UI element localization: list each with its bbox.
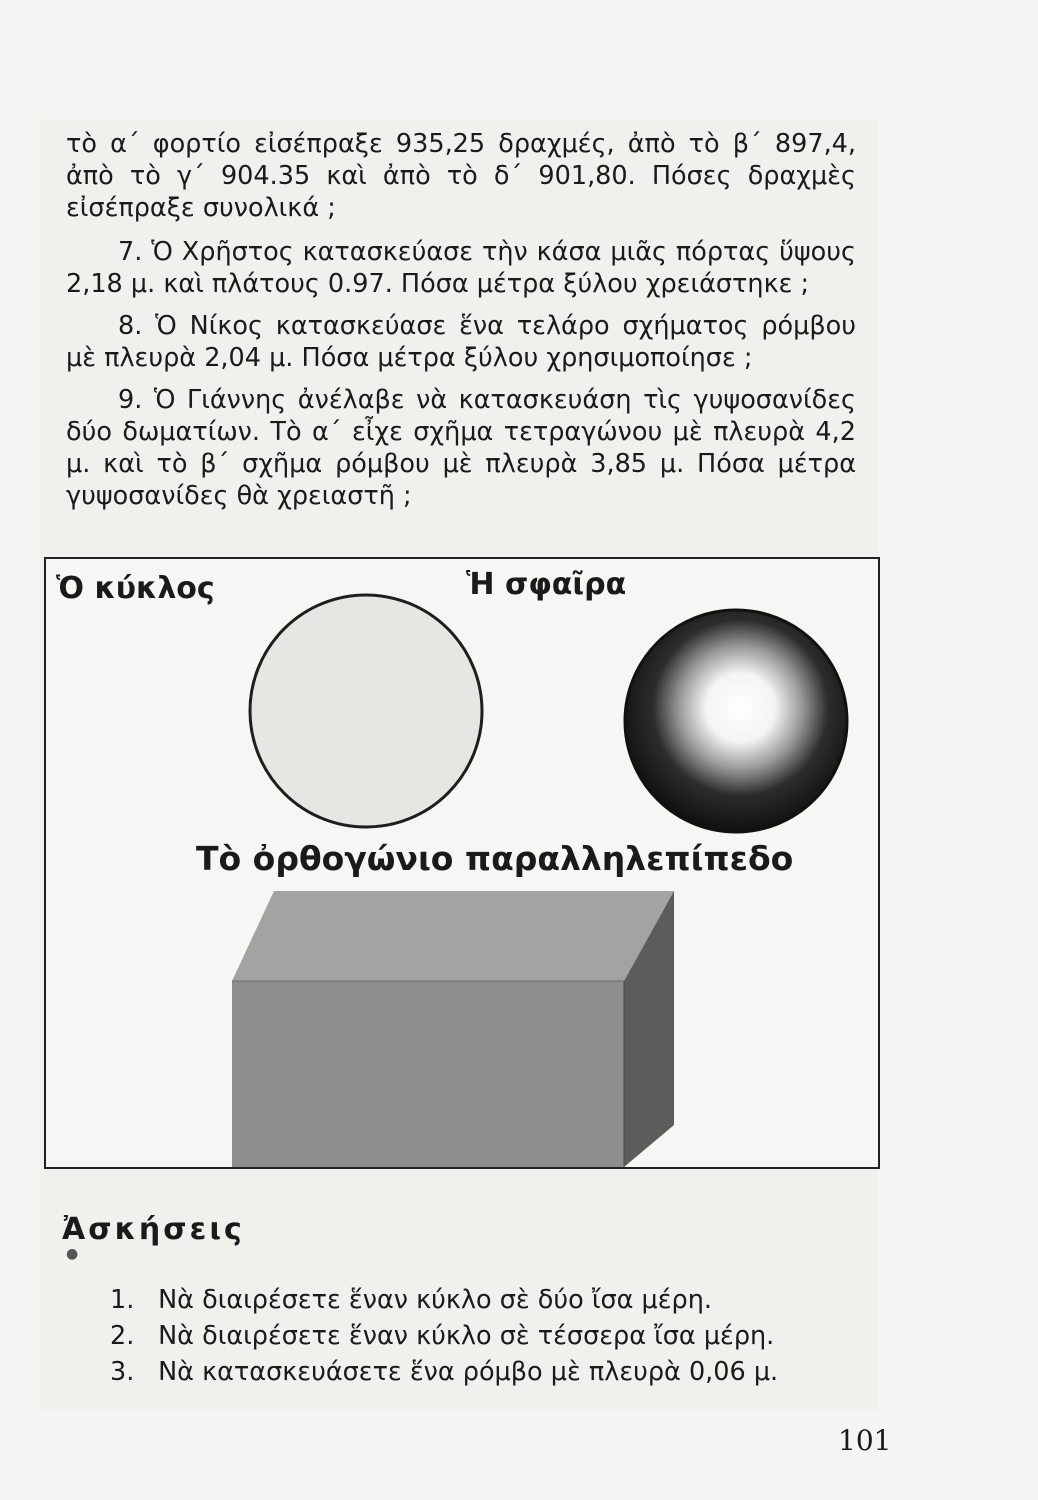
box-label: Τὸ ὀρθογώνιο παραλληλεπίπεδο xyxy=(196,839,794,878)
page-number: 101 xyxy=(838,1424,892,1457)
sphere-label: Ἡ σφαῖρα xyxy=(466,567,627,602)
problem-8: 8. Ὁ Νίκος κατασκεύασε ἕνα τελάρο σχήματος ρόμβου μὲ πλευρὰ 2,04 μ. Πόσα μέτρα ξύλου χρησιμοποίησε ; xyxy=(66,311,856,373)
exercise-text: Νὰ διαιρέσετε ἕναν κύκλο σὲ δύο ἴσα μέρη. xyxy=(158,1285,712,1315)
exercises-list xyxy=(110,1282,778,1390)
circle-illustration xyxy=(246,591,486,831)
problems-section xyxy=(66,128,856,522)
problem-continuation: τὸ α΄ φορτίο εἰσέπραξε 935,25 δραχμές, ἀπὸ τὸ β΄ 897,4, ἀπὸ τὸ γ΄ 904.35 καὶ ἀπὸ τὸ δ΄ 901,80. Πόσες δραχμὲς εἰσέπραξε συνολικά ; xyxy=(66,129,856,223)
exercise-number: 2. xyxy=(110,1321,135,1351)
exercise-item xyxy=(110,1282,778,1318)
exercise-number: 1. xyxy=(110,1285,135,1315)
exercise-item xyxy=(110,1318,778,1354)
problem-7: 7. Ὁ Χρῆστος κατασκεύασε τὴν κάσα μιᾶς πόρτας ὕψους 2,18 μ. καὶ πλάτους 0.97. Πόσα μέτρα ξύλου χρειάστηκε ; xyxy=(66,237,856,299)
exercises-heading: Ἀσκήσεις xyxy=(62,1212,245,1247)
shapes-figure xyxy=(44,557,880,1169)
sphere-illustration xyxy=(622,607,850,835)
box-illustration xyxy=(228,885,678,1167)
small-dot-icon: ● xyxy=(66,1246,79,1262)
exercise-text: Νὰ διαιρέσετε ἕναν κύκλο σὲ τέσσερα ἴσα μέρη. xyxy=(158,1321,775,1351)
exercise-text: Νὰ κατασκευάσετε ἕνα ρόμβο μὲ πλευρὰ 0,06 μ. xyxy=(158,1357,779,1387)
exercise-item xyxy=(110,1354,778,1390)
circle-label: Ὁ κύκλος xyxy=(56,571,215,606)
exercise-number: 3. xyxy=(110,1357,135,1387)
problem-9: 9. Ὁ Γιάννης ἀνέλαβε νὰ κατασκευάση τὶς γυψοσανίδες δύο δωματίων. Τὸ α΄ εἶχε σχῆμα τετραγώνου μὲ πλευρὰ 4,2 μ. καὶ τὸ β΄ σχῆμα ρόμβου μὲ πλευρὰ 3,85 μ. Πόσα μέτρα γυψοσανίδες θὰ χρειαστῆ ; xyxy=(66,385,856,511)
